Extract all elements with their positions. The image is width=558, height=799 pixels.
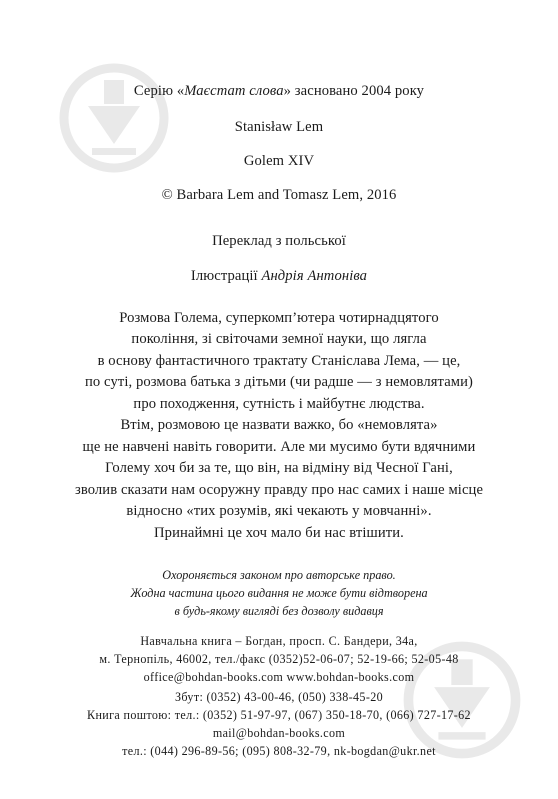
publisher-line: mail@bohdan-books.com: [212, 726, 346, 740]
annotation-line: Розмова Голема, суперкомп’ютера чотирнадцятого: [119, 310, 439, 326]
rights-notice-line: Жодна частина цього видання не може бути відтворена: [130, 586, 428, 600]
original-title: Golem XIV: [243, 153, 315, 169]
publisher-line: office@bohdan-books.com www.bohdan-books.com: [143, 670, 415, 684]
publisher-line: м. Тернопіль, 46002, тел./факс (0352)52-06-07; 52-19-66; 52-05-48: [99, 652, 459, 666]
illustrations-label: Ілюстрації: [190, 268, 262, 284]
publisher-line: Книга поштою: тел.: (0352) 51-97-97, (067) 350-18-70, (066) 727-17-62: [87, 708, 471, 722]
annotation-line: Втім, розмовою це назвати важко, бо «немовлята»: [120, 417, 438, 433]
publisher-line: Збут: (0352) 43-00-46, (050) 338-45-20: [174, 690, 384, 704]
series-suffix: » засновано 2004 року: [283, 83, 425, 99]
rights-notice-line: Охороняється законом про авторське право.: [162, 568, 396, 582]
series-name: Маєстат слова: [184, 83, 284, 99]
annotation-line: в основу фантастичного трактату Станіслава Лема, — це,: [97, 353, 461, 369]
annotation-line: по суті, розмова батька з дітьми (чи радше — з немовлятами): [85, 374, 473, 390]
rights-notice-line: в будь-якому вигляді без дозволу видавця: [174, 604, 384, 618]
series-line: [0, 83, 558, 100]
annotation-line: Принаймні це хоч мало би нас втішити.: [154, 525, 404, 541]
illustrator-name: Андрія Антоніва: [261, 268, 368, 284]
series-prefix: Серію «: [133, 83, 185, 99]
illustrations-line: [0, 268, 558, 285]
translation-note: Переклад з польської: [212, 233, 346, 249]
annotation-line: про походження, сутність і майбутнє людства.: [133, 396, 425, 412]
annotation-line: Голему хоч би за те, що він, на відміну від Чесної Гані,: [105, 460, 453, 476]
copyright-line: © Barbara Lem and Tomasz Lem, 2016: [161, 187, 397, 203]
annotation-line: відносно «тих розумів, які чекають у мовчанні».: [126, 503, 432, 519]
author-name: Stanisław Lem: [234, 119, 324, 135]
publisher-line: тел.: (044) 296-89-56; (095) 808-32-79, nk-bogdan@ukr.net: [122, 744, 436, 758]
annotation-line: зволив сказати нам осоружну правду про нас самих і наше місце: [74, 482, 484, 498]
annotation-line: покоління, зі світочами земної науки, що лягла: [131, 331, 427, 347]
publisher-line: Навчальна книга – Богдан, просп. С. Бандери, 34а,: [140, 634, 418, 648]
annotation-line: ще не навчені навіть говорити. Але ми мусимо бути вдячними: [82, 439, 476, 455]
